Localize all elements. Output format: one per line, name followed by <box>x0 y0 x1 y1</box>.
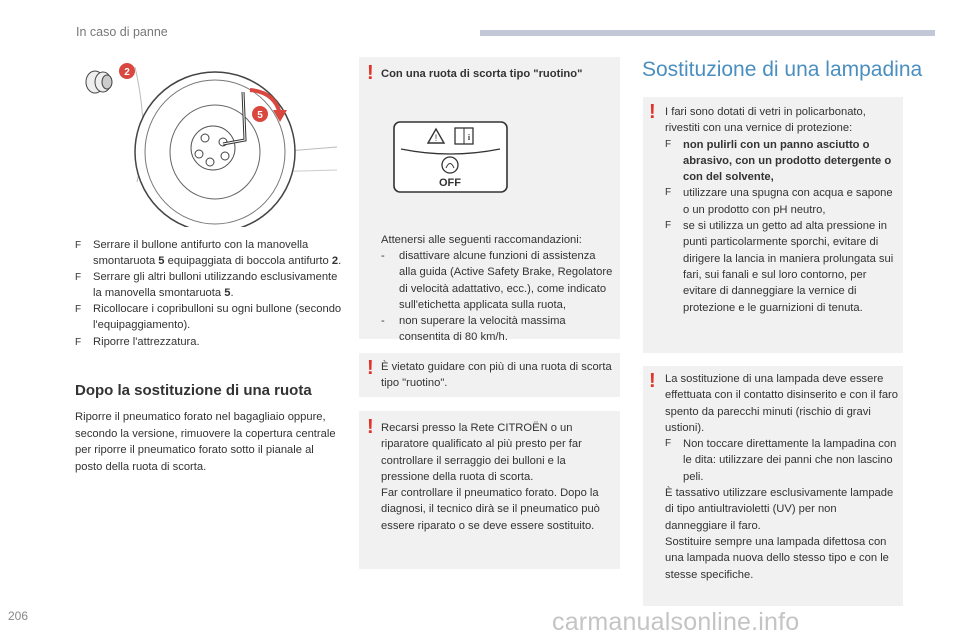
recommendation-list: - disattivare alcune funzioni di assistenza alla guida (Active Safety Brake, Regolatore di velocità adattativo, ecc.), come indicato sull'etichetta applicata sulla ruota, - non superare la velocità massima consentita di 80 km/h. <box>381 250 613 344</box>
warning-icon: ! <box>367 357 374 379</box>
box-intro: Attenersi alle seguenti raccomandazioni: <box>381 234 582 246</box>
watermark: carmanualsonline.info <box>552 608 800 636</box>
arrow-bullet-icon: F <box>75 240 82 251</box>
warning-icon: ! <box>367 62 374 84</box>
warning-box-bulb <box>643 366 903 606</box>
warning-box-dealer <box>359 411 620 569</box>
box-text: La sostituzione di una lampada deve essere effettuata con il contatto disinserito e con il faro spento da parecchi minuti (rischio di gravi ustioni). F Non toccare direttamente la lampadina con le dita: utilizzare dei panni che non lascino peli. È tassativo utilizzare esclusivamente lampade di tipo antiultravioletti (UV) per non danneggiare il faro. Sostituire sempre una lampada difettosa con una lampada nuova dello stesso tipo e con le stesse specifiche. <box>665 373 899 581</box>
list-item: F Ricollocare i copribulloni su ogni bullone (secondo l'equipaggiamento). <box>75 303 342 331</box>
arrow-bullet-icon: F <box>75 336 82 348</box>
list-item: F Serrare gli altri bulloni utilizzando esclusivamente la manovella smontaruota 5. <box>75 271 338 299</box>
callout-2-label: 2 <box>124 67 130 78</box>
page-title: Sostituzione di una lampadina <box>642 58 923 81</box>
warning-icon: ! <box>649 370 656 392</box>
warning-icon: ! <box>649 101 656 123</box>
procedure-list <box>75 238 345 351</box>
svg-text:i: i <box>467 133 471 142</box>
warning-box-headlights <box>643 97 903 353</box>
svg-text:OFF: OFF <box>439 177 461 189</box>
box-text: È vietato guidare con più di una ruota di scorta tipo "ruotino". <box>381 361 612 390</box>
esp-off-sticker <box>393 121 508 193</box>
page-number: 206 <box>8 609 29 623</box>
box-text: Recarsi presso la Rete CITROËN o un riparatore qualificato al più presto per far controllare il serraggio dei bulloni e la pressione della ruota di scorta. Far controllare il pneumatico forato. Dopo la diagnosi, il tecnico dirà se il pneumatico può essere riparato o se deve essere sostituito. <box>381 422 600 532</box>
warning-box-ruotino <box>359 57 620 344</box>
list-item: F Riporre l'attrezzatura. <box>75 335 345 351</box>
warning-icon: ! <box>367 416 374 438</box>
section-header: In caso di panne <box>76 25 168 39</box>
list-item: F Serrare il bullone antifurto con la manovella smontaruota 5 equipaggiata di boccola antifurto 2. <box>75 239 342 267</box>
warning-box-one-spare <box>359 353 620 397</box>
arrow-bullet-icon: F <box>75 304 82 316</box>
callout-5-label: 5 <box>257 110 263 121</box>
paragraph: Riporre il pneumatico forato nel bagagliaio oppure, secondo la versione, rimuovere la copertura centrale per riporre il pneumatico forato sotto il pianale al posto della ruota di scorta. <box>75 411 336 473</box>
box-title: Con una ruota di scorta tipo "ruotino" <box>381 68 583 80</box>
spare-wheel-illustration <box>75 52 340 227</box>
box-text: I fari sono dotati di vetri in policarbonato, rivestiti con una vernice di protezione: F non pulirli con un panno asciutto o abrasivo, con un prodotto detergente o con del solvente, F utilizzare una spugna con acqua e sapone o un prodotto con pH neutro, F se si utilizza un getto ad alta pressione in punti particolarmente sporchi, evitare di dirigere la lancia in maniera prolungata sui fari, sui fanali e sul loro contorno, per evitare di danneggiare la vernice di protezione e le guarnizioni di tenuta. <box>665 106 894 314</box>
header-bar <box>480 30 935 36</box>
svg-text:!: ! <box>434 133 438 143</box>
section-heading: Dopo la sostituzione di una ruota <box>75 382 312 399</box>
arrow-bullet-icon: F <box>75 272 82 284</box>
